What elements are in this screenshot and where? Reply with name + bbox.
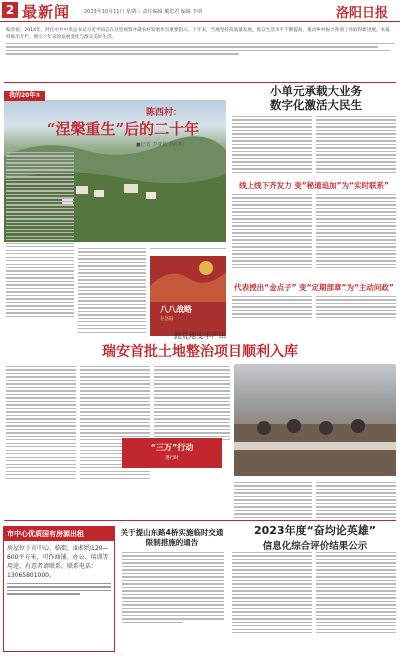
feature-kicker: 陈西村：: [145, 108, 182, 118]
award-title-2: 信息化综合评价结果公示: [262, 541, 368, 552]
campaign-badge: [122, 438, 222, 468]
meeting-photo: [234, 364, 396, 476]
digital-article-col-6: [316, 296, 396, 318]
feature-column-1: [6, 152, 74, 317]
land-article-kicker: 抛荒地变丰产田: [173, 331, 227, 340]
divider: [4, 520, 396, 521]
digital-article-title-1: 小单元承载大业务: [270, 84, 362, 98]
land-article-col-4: [234, 482, 312, 518]
land-article-col-1: [6, 366, 76, 479]
digital-article-col-1: [232, 116, 312, 173]
editor-note: [6, 27, 394, 55]
award-title-1: 2023年度“奋均论英雄”: [253, 524, 377, 537]
digital-article-col-4: [316, 194, 396, 268]
classified-title: 市中心优质国有房源出租: [4, 527, 114, 541]
campaign-poster: [150, 256, 226, 336]
divider: [4, 82, 396, 83]
traffic-notice-body: [122, 552, 224, 623]
poster-title: 八八战略: [160, 305, 192, 314]
feature-column-3: [150, 248, 226, 254]
digital-article-subhead-1: 线上线下齐发力 变“秘道追加”为“实时联系”: [239, 181, 389, 190]
feature-headline: “涅槃重生”后的二十年: [46, 120, 200, 138]
poster-subtitle: 在洛阳: [160, 317, 174, 322]
award-col-1: [232, 552, 312, 633]
land-article-header: [0, 330, 400, 361]
digital-article-header: [232, 84, 400, 112]
newspaper-logo: 洛阳日报: [336, 6, 389, 21]
page-number: 2: [2, 2, 18, 18]
feature-byline: ■记者 李亚茹 孙明明: [136, 142, 184, 148]
column-ribbon: 我的20年③: [4, 91, 45, 101]
digital-article-col-5: [232, 296, 312, 318]
award-header: [230, 522, 400, 552]
classified-fine-print: [4, 583, 114, 595]
award-col-2: [316, 552, 396, 633]
feature-column-2: [78, 248, 146, 333]
masthead: [0, 0, 400, 22]
classified-ad: [3, 526, 115, 652]
section-title: 最新闻: [22, 3, 71, 21]
campaign-badge-subtitle: 进行时: [165, 456, 179, 461]
digital-article-col-2: [316, 116, 396, 173]
land-article-col-3: [154, 366, 230, 440]
campaign-badge-title: “三万”行动: [150, 443, 194, 452]
dateline: 2023年10月11日 星期三 责任编辑 戴思君 编辑 李明: [84, 9, 203, 15]
traffic-notice-title: 关于提山东路4桥实施临时交通限制措施的通告: [120, 528, 224, 547]
digital-article-title-2: 数字化激活大民生: [270, 98, 362, 112]
digital-article-subhead-2: 代表授出“金点子” 变“定期部章”为“主动问政”: [234, 283, 394, 292]
classified-body: 房屋位于市中心，临街，面积约120—600平方米，可作商铺、办公、培训等用途，有意者请联系。联系电话：13065801000。: [7, 545, 109, 579]
land-article-col-5: [316, 482, 396, 518]
digital-article-col-3: [232, 194, 312, 268]
editor-note-text: 编者按：2014年，时任中共中央总书记习近平同志在这里视察并就农村发展作出重要指示。十年来，当地坚持高质量发展，群众生活水平不断提高，推动乡村振兴各项工作取得新进展。本报特推出专栏，展示十年来的发展变化与群众美好生活。: [6, 28, 390, 40]
land-article-headline: 瑞安首批土地整治项目顺利入库: [102, 344, 298, 360]
editor-note-continued: [6, 43, 394, 55]
